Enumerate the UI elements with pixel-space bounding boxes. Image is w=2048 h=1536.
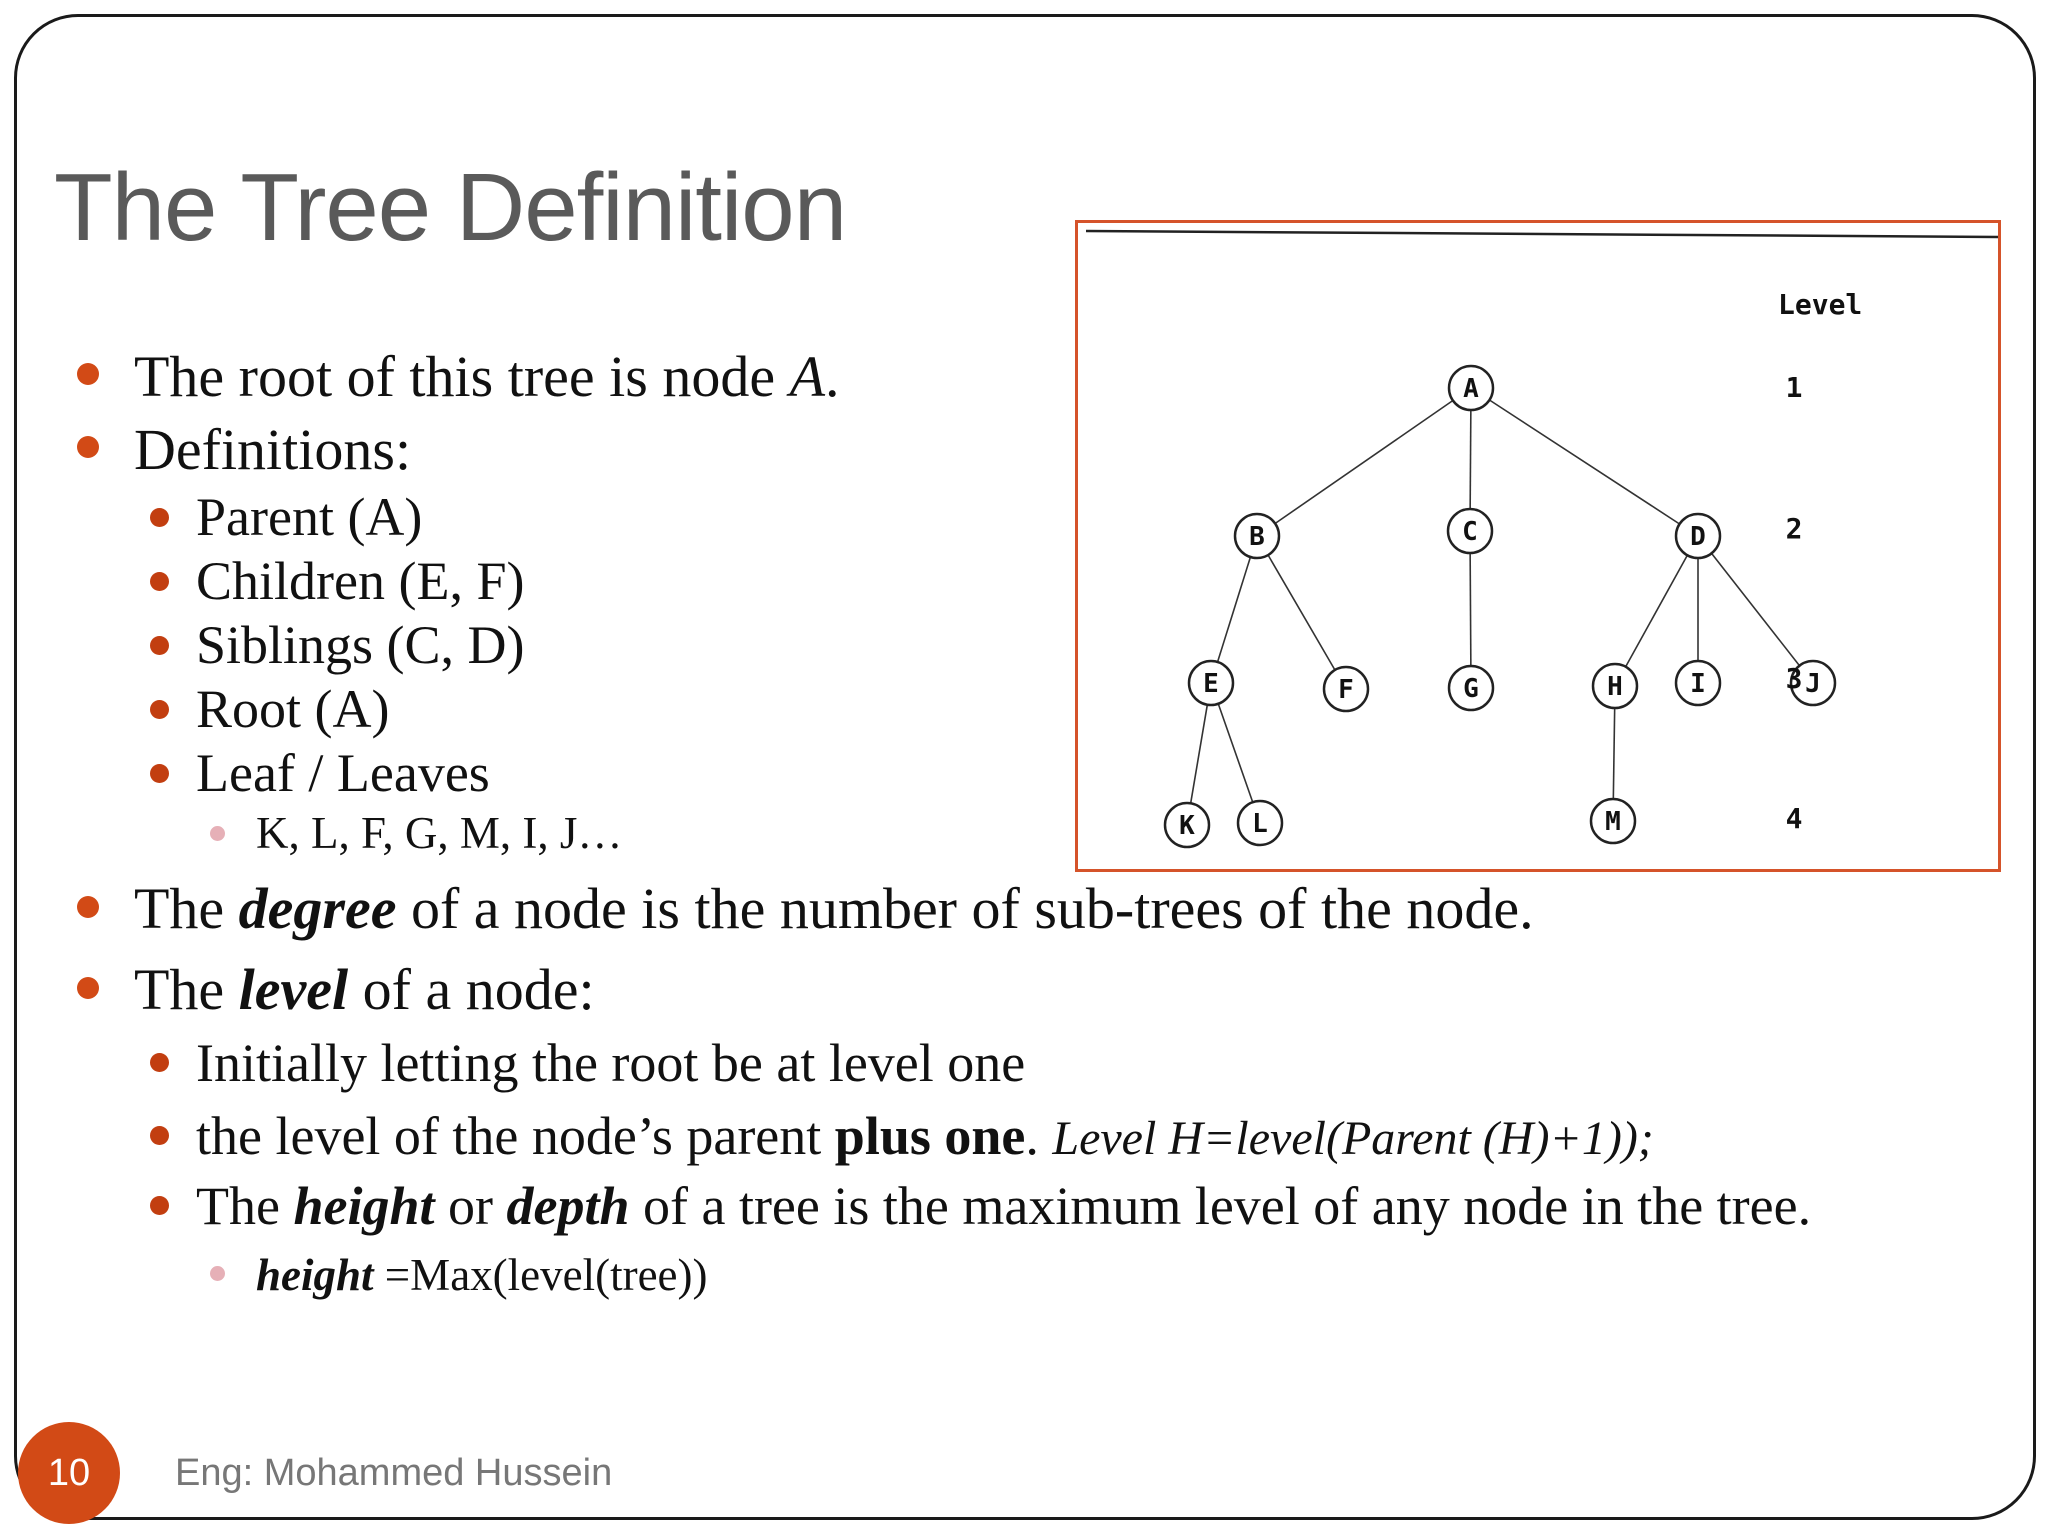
text: The <box>134 876 239 941</box>
node-label: L <box>1252 809 1268 839</box>
tree-edge-b-f <box>1268 555 1335 670</box>
node-label: M <box>1605 807 1621 837</box>
tree-edge-e-k <box>1191 705 1208 804</box>
bullet-root-text <box>134 344 840 409</box>
text: of a node is the number of sub-trees of the node. <box>396 876 1534 941</box>
node-label: H <box>1607 672 1623 702</box>
level-number-1: 1 <box>1785 371 1803 404</box>
sub-bullet-initially: Initially letting the root be at level one <box>196 1033 1026 1093</box>
level-number-4: 4 <box>1785 802 1803 835</box>
node-label: K <box>1179 811 1195 841</box>
tree-edge-d-h <box>1626 555 1688 667</box>
bullet-dot <box>210 826 225 841</box>
tree-edge-h-m <box>1613 708 1614 799</box>
tree-node-d <box>1676 514 1720 558</box>
node-label: B <box>1249 522 1265 552</box>
node-label: A <box>1463 374 1479 404</box>
tree-node-m <box>1591 799 1635 843</box>
node-label: G <box>1463 674 1479 704</box>
bullet-dot <box>210 1266 225 1281</box>
footer-author: Eng: Mohammed Hussein <box>175 1452 613 1494</box>
tree-edge-b-e <box>1218 557 1251 662</box>
tree-node-i <box>1676 661 1720 705</box>
text: plus one <box>834 1106 1026 1166</box>
text: depth <box>506 1176 630 1236</box>
text: The <box>134 957 239 1022</box>
text: height <box>293 1176 435 1236</box>
node-label: I <box>1690 669 1706 699</box>
figure-top-rule <box>1086 231 1998 237</box>
text: The root of this tree is node <box>134 344 790 409</box>
tree-node-l <box>1238 801 1282 845</box>
node-label: D <box>1690 522 1706 552</box>
slide-title: The Tree Definition <box>54 154 847 261</box>
node-label: F <box>1338 675 1354 705</box>
text: The <box>196 1176 294 1236</box>
bullet-dot <box>150 700 169 719</box>
text: . <box>825 344 840 409</box>
text: degree <box>238 876 397 941</box>
sub-sub-bullet-leaves-list: K, L, F, G, M, I, J… <box>256 808 623 858</box>
bullet-dot <box>150 636 169 655</box>
text: height <box>256 1250 374 1300</box>
sub-bullet-parent-level <box>196 1106 1654 1166</box>
text: of a tree is the maximum level of any node in the tree. <box>629 1176 1812 1236</box>
bullet-dot <box>150 508 169 527</box>
tree-edge-a-b <box>1275 401 1453 524</box>
text: =Max(level(tree)) <box>373 1250 708 1300</box>
sub-sub-bullet-height-formula <box>256 1250 708 1300</box>
sub-bullet-siblings: Siblings (C, D) <box>196 615 525 675</box>
tree-edge-a-c <box>1470 410 1471 509</box>
tree-node-k <box>1165 803 1209 847</box>
node-label: E <box>1203 669 1219 699</box>
bullet-dot <box>77 977 99 999</box>
level-header: Level <box>1778 288 1863 321</box>
bullet-dot <box>77 436 99 458</box>
sub-bullet-root: Root (A) <box>196 679 390 739</box>
level-formula: Level H=level(Parent (H)+1)); <box>1052 1112 1654 1165</box>
tree-edge-d-j <box>1712 553 1800 665</box>
tree-node-e <box>1189 661 1233 705</box>
level-numbers <box>1786 371 1803 835</box>
tree-node-f <box>1324 667 1368 711</box>
tree-node-h <box>1593 664 1637 708</box>
level-number-3: 3 <box>1785 662 1803 695</box>
node-label: C <box>1462 517 1478 547</box>
bullet-degree <box>134 876 1534 941</box>
text: level <box>238 957 349 1022</box>
tree-edge-e-l <box>1218 704 1252 802</box>
text: A <box>789 344 825 409</box>
bullet-dot <box>150 1053 169 1072</box>
tree-edges <box>1191 400 1800 803</box>
tree-nodes <box>1165 366 1835 847</box>
tree-node-a <box>1449 366 1493 410</box>
sub-bullet-leaf: Leaf / Leaves <box>196 743 490 803</box>
level-number-2: 2 <box>1785 512 1803 545</box>
page-number-badge: 10 <box>18 1422 120 1524</box>
bullet-dot <box>77 363 99 385</box>
bullet-level <box>134 957 595 1022</box>
tree-edge-a-d <box>1489 400 1679 524</box>
sub-bullet-parent: Parent (A) <box>196 487 423 547</box>
tree-node-b <box>1235 514 1279 558</box>
bullet-dot <box>77 896 99 918</box>
bullet-definitions: Definitions: <box>134 417 412 482</box>
tree-diagram <box>1078 223 1998 869</box>
bullet-dot <box>150 764 169 783</box>
tree-node-c <box>1448 509 1492 553</box>
sub-bullet-height <box>196 1176 1812 1236</box>
text: or <box>434 1176 507 1236</box>
text: . <box>1025 1106 1053 1166</box>
bullet-dot <box>150 572 169 591</box>
sub-bullet-children: Children (E, F) <box>196 551 525 611</box>
text: the level of the node’s parent <box>196 1106 835 1166</box>
node-label: J <box>1805 669 1821 699</box>
tree-node-g <box>1449 666 1493 710</box>
text: of a node: <box>348 957 595 1022</box>
bullet-dot <box>150 1196 169 1215</box>
tree-figure <box>1075 220 2001 872</box>
bullet-dot <box>150 1126 169 1145</box>
tree-edge-c-g <box>1470 553 1471 666</box>
